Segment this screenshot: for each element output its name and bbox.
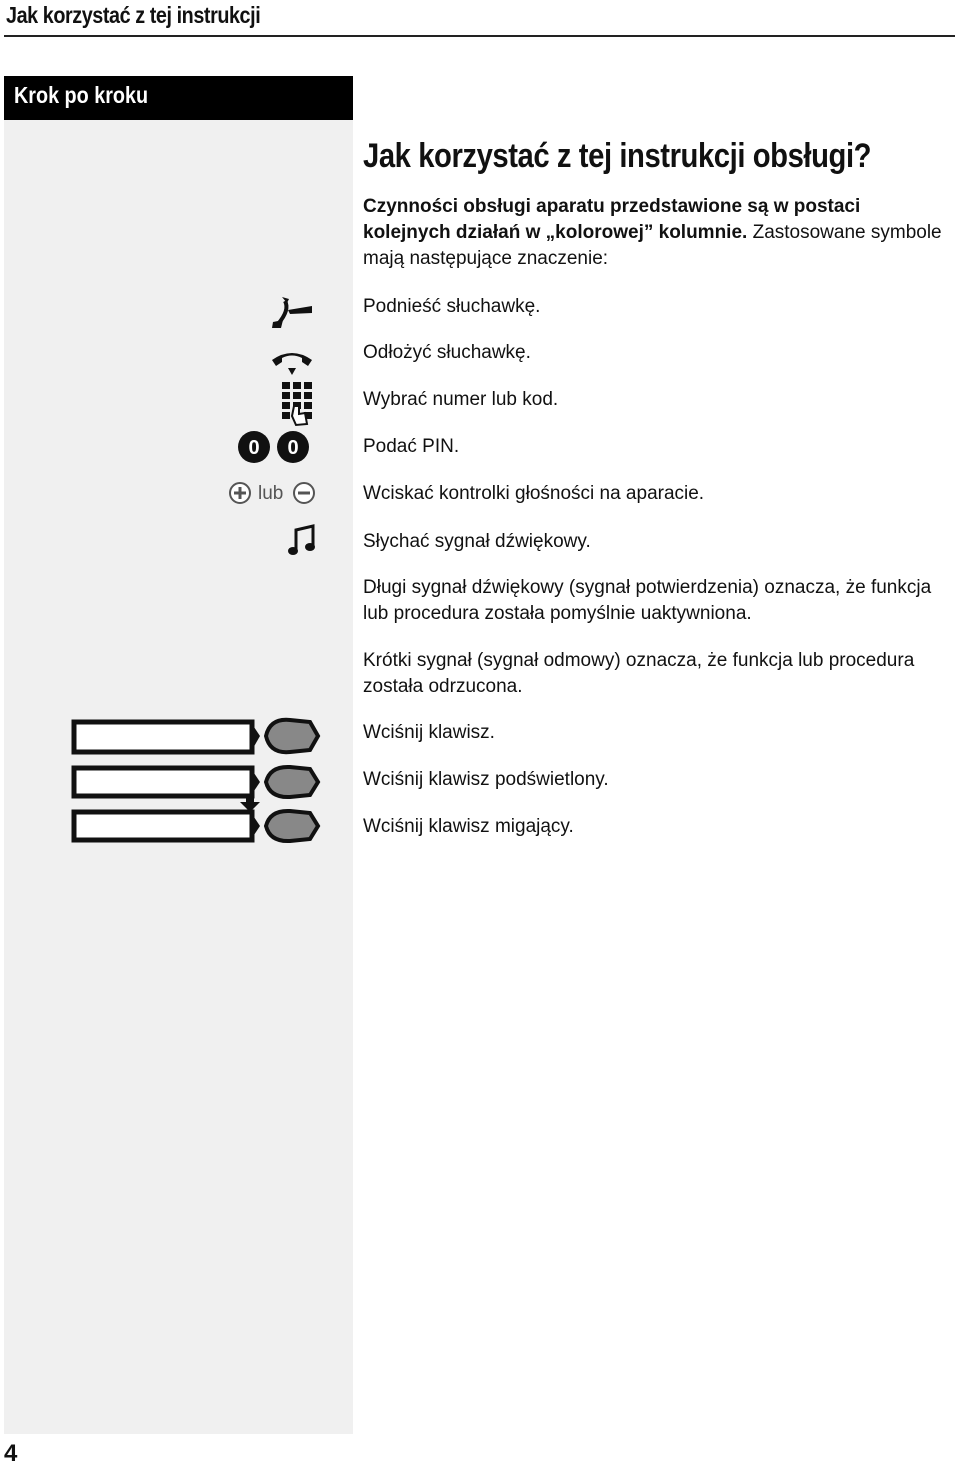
key-blinking-icon bbox=[74, 811, 318, 841]
key-text-lit: Wciśnij klawisz podświetlony. bbox=[363, 769, 609, 790]
music-note-icon bbox=[287, 524, 317, 558]
symbol-text-volume: Wciskać kontrolki głośności na aparacie. bbox=[363, 483, 705, 504]
function-keys-illustration bbox=[70, 716, 322, 846]
symbol-text-replace-handset: Odłożyć słuchawkę. bbox=[363, 342, 531, 363]
intro-bold: Czynności obsługi aparatu przedstawione są w postaci kolejnych działań w „kolorowej” kolumnie. bbox=[363, 196, 861, 243]
key-lit-icon bbox=[74, 767, 318, 812]
symbol-text-pin: Podać PIN. bbox=[363, 436, 460, 457]
step-column-title: Krok po kroku bbox=[14, 82, 149, 108]
intro-paragraph bbox=[363, 194, 943, 272]
short-tone-paragraph: Krótki sygnał (sygnał odmowy) oznacza, że funkcja lub procedura została odrzucona. bbox=[363, 650, 915, 697]
key-press-icon bbox=[74, 720, 318, 752]
step-column-header bbox=[4, 76, 353, 120]
pin-digit-1: 0 bbox=[248, 437, 260, 459]
lift-handset-icon bbox=[268, 294, 316, 330]
long-tone-paragraph: Długi sygnał dźwiękowy (sygnał potwierdzenia) oznacza, że funkcja lub procedura została pomyślnie uaktywniona. bbox=[363, 577, 932, 624]
running-header: Jak korzystać z tej instrukcji bbox=[6, 2, 261, 28]
symbol-text-dial: Wybrać numer lub kod. bbox=[363, 389, 559, 410]
key-text-blinking: Wciśnij klawisz migający. bbox=[363, 816, 574, 837]
intro-rest: Zastosowane symbole mają następujące znaczenie: bbox=[363, 222, 942, 269]
volume-keys-icon bbox=[228, 480, 320, 506]
pin-digits-icon bbox=[233, 430, 315, 464]
keypad-icon bbox=[278, 380, 318, 428]
header-rule bbox=[4, 35, 955, 37]
lub-label: lub bbox=[258, 483, 284, 504]
symbol-text-tone: Słychać sygnał dźwiękowy. bbox=[363, 531, 591, 552]
page-title: Jak korzystać z tej instrukcji obsługi? bbox=[363, 137, 872, 175]
key-text-press: Wciśnij klawisz. bbox=[363, 722, 495, 743]
page-number: 4 bbox=[4, 1440, 18, 1467]
symbol-text-lift-handset: Podnieść słuchawkę. bbox=[363, 296, 541, 317]
replace-handset-icon bbox=[268, 344, 316, 380]
pin-digit-2: 0 bbox=[287, 437, 299, 459]
